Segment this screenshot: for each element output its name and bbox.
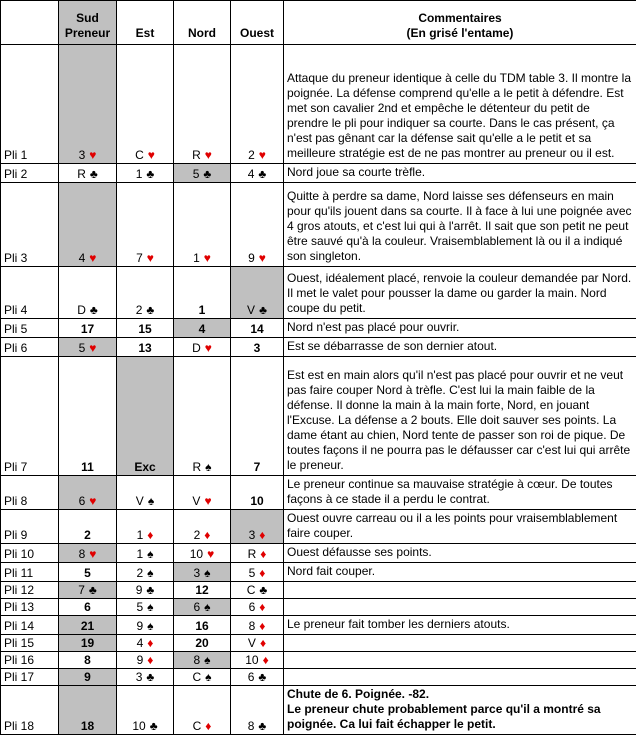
card-cell-ouest <box>231 45 284 164</box>
heart-icon: ♥ <box>207 547 214 561</box>
card-rank: 2 <box>194 528 201 542</box>
card-cell-nord <box>174 183 231 267</box>
card-cell-nord <box>174 599 231 616</box>
card-rank: C <box>247 583 256 597</box>
pli-label: Pli 3 <box>1 183 59 267</box>
diamond-icon: ♦ <box>205 719 211 733</box>
card-rank: 6 <box>248 670 255 684</box>
card-cell-est <box>117 544 174 563</box>
header-commentaires: Commentaires (En grisé l'entame) <box>284 1 636 45</box>
card-cell-est <box>117 45 174 164</box>
card-rank: 7 <box>136 251 143 265</box>
pli-label: Pli 2 <box>1 164 59 183</box>
card-rank: 8 <box>79 547 86 561</box>
table-row <box>1 652 636 669</box>
card-rank: 10 <box>190 547 203 561</box>
club-icon: ♣ <box>203 167 211 181</box>
card-rank: D <box>77 303 86 317</box>
card-cell-sud <box>59 563 117 582</box>
comment-text: Nord joue sa courte trèfle. <box>287 165 425 179</box>
pli-label: Pli 16 <box>1 652 59 669</box>
card-cell-nord <box>174 357 231 476</box>
card-cell-sud <box>59 357 117 476</box>
heart-icon: ♥ <box>89 251 96 265</box>
comment-cell <box>284 267 636 319</box>
card-cell-nord <box>174 267 231 319</box>
card-rank: 17 <box>81 322 94 336</box>
club-icon: ♣ <box>89 583 97 597</box>
table-row <box>1 338 636 357</box>
card-rank: 4 <box>79 251 86 265</box>
card-cell-nord <box>174 582 231 599</box>
table-row <box>1 45 636 164</box>
card-rank: 10 <box>132 719 145 733</box>
pli-label: Pli 9 <box>1 510 59 544</box>
card-rank: Exc <box>134 460 155 474</box>
comment-cell <box>284 582 636 599</box>
table-row <box>1 599 636 616</box>
comment-cell <box>284 616 636 635</box>
card-cell-est <box>117 563 174 582</box>
pli-label: Pli 11 <box>1 563 59 582</box>
card-cell-ouest <box>231 164 284 183</box>
card-rank: 1 <box>136 547 143 561</box>
card-cell-ouest <box>231 357 284 476</box>
card-rank: 15 <box>138 322 151 336</box>
spade-icon: ♠ <box>205 670 211 684</box>
card-rank: 1 <box>137 528 144 542</box>
comment-cell <box>284 183 636 267</box>
comment-cell <box>284 476 636 510</box>
card-cell-sud <box>59 338 117 357</box>
heart-icon: ♥ <box>205 341 212 355</box>
pli-label: Pli 8 <box>1 476 59 510</box>
pli-label: Pli 15 <box>1 635 59 652</box>
card-cell-ouest <box>231 599 284 616</box>
card-cell-nord <box>174 338 231 357</box>
card-rank: 1 <box>199 303 206 317</box>
card-cell-nord <box>174 563 231 582</box>
card-rank: 5 <box>84 566 91 580</box>
card-cell-sud <box>59 616 117 635</box>
header-row <box>1 1 636 45</box>
pli-label: Pli 12 <box>1 582 59 599</box>
club-icon: ♣ <box>259 583 267 597</box>
card-rank: R <box>248 547 257 561</box>
card-cell-sud <box>59 686 117 735</box>
card-rank: 6 <box>249 600 256 614</box>
diamond-icon: ♦ <box>259 566 265 580</box>
card-cell-est <box>117 510 174 544</box>
heart-icon: ♥ <box>147 251 154 265</box>
header-est: Est <box>117 1 174 45</box>
comment-text: Nord fait couper. <box>287 564 375 578</box>
club-icon: ♣ <box>146 583 154 597</box>
card-cell-est <box>117 357 174 476</box>
spade-icon: ♠ <box>147 619 153 633</box>
card-cell-est <box>117 183 174 267</box>
card-cell-sud <box>59 183 117 267</box>
pli-label: Pli 18 <box>1 686 59 735</box>
card-rank: 9 <box>136 583 143 597</box>
card-cell-ouest <box>231 635 284 652</box>
pli-label: Pli 17 <box>1 669 59 686</box>
heart-icon: ♥ <box>259 251 266 265</box>
card-rank: 8 <box>193 653 200 667</box>
club-icon: ♣ <box>90 167 98 181</box>
heart-icon: ♥ <box>89 341 96 355</box>
comment-cell <box>284 164 636 183</box>
card-cell-ouest <box>231 582 284 599</box>
comment-cell <box>284 652 636 669</box>
comment-text: Chute de 6. Poignée. -82. Le preneur chute probablement parce qu'il a montré sa poignée. Ca lui fait échapper le petit. <box>287 687 601 731</box>
card-cell-sud <box>59 164 117 183</box>
header-pli <box>1 1 59 45</box>
comment-cell <box>284 686 636 735</box>
card-cell-sud <box>59 510 117 544</box>
card-cell-est <box>117 319 174 338</box>
card-cell-nord <box>174 476 231 510</box>
card-rank: 11 <box>81 460 94 474</box>
table-row <box>1 510 636 544</box>
card-cell-ouest <box>231 476 284 510</box>
club-icon: ♣ <box>146 303 154 317</box>
card-cell-ouest <box>231 510 284 544</box>
card-cell-est <box>117 582 174 599</box>
card-cell-est <box>117 616 174 635</box>
pli-label: Pli 14 <box>1 616 59 635</box>
card-cell-sud <box>59 669 117 686</box>
club-icon: ♣ <box>258 719 266 733</box>
card-cell-est <box>117 164 174 183</box>
header-ouest: Ouest <box>231 1 284 45</box>
card-rank: 8 <box>248 719 255 733</box>
card-cell-nord <box>174 45 231 164</box>
card-cell-ouest <box>231 319 284 338</box>
spade-icon: ♠ <box>147 566 153 580</box>
card-rank: 3 <box>136 670 143 684</box>
club-icon: ♣ <box>146 167 154 181</box>
card-cell-ouest <box>231 563 284 582</box>
card-cell-sud <box>59 476 117 510</box>
club-icon: ♣ <box>258 670 266 684</box>
table-row <box>1 183 636 267</box>
card-cell-ouest <box>231 338 284 357</box>
club-icon: ♣ <box>258 167 266 181</box>
diamond-icon: ♦ <box>260 547 266 561</box>
spade-icon: ♠ <box>204 566 210 580</box>
heart-icon: ♥ <box>259 148 266 162</box>
comment-text: Ouest défausse ses points. <box>287 545 432 559</box>
card-rank: 14 <box>250 322 263 336</box>
card-cell-sud <box>59 544 117 563</box>
spade-icon: ♠ <box>204 600 210 614</box>
comment-text: Attaque du preneur identique à celle du TDM table 3. Il montre la poignée. La défense comprend qu'elle a le petit à défendre. Est met son cavalier 2nd et empêche le détenteur du petit de prendre le pli pour indiquer sa courte. Dans le cas présent, ça n'est pas gênant car la défense sait qu'elle a le petit et sa meilleure stratégie est de ne pas montrer au preneur ou il est. <box>287 71 631 160</box>
card-rank: 3 <box>193 566 200 580</box>
table-row <box>1 544 636 563</box>
diamond-icon: ♦ <box>204 528 210 542</box>
card-rank: 5 <box>136 600 143 614</box>
spade-icon: ♠ <box>205 460 211 474</box>
card-cell-nord <box>174 669 231 686</box>
table-row <box>1 476 636 510</box>
pli-label: Pli 6 <box>1 338 59 357</box>
card-cell-ouest <box>231 652 284 669</box>
card-rank: 5 <box>79 341 86 355</box>
card-cell-ouest <box>231 267 284 319</box>
spade-icon: ♠ <box>204 653 210 667</box>
comment-text: Nord n'est pas placé pour ouvrir. <box>287 320 459 334</box>
club-icon: ♣ <box>146 670 154 684</box>
heart-icon: ♥ <box>204 251 211 265</box>
card-cell-ouest <box>231 616 284 635</box>
card-rank: C <box>135 148 144 162</box>
card-cell-sud <box>59 599 117 616</box>
card-cell-nord <box>174 510 231 544</box>
card-rank: 1 <box>136 167 143 181</box>
table-row <box>1 563 636 582</box>
card-cell-ouest <box>231 669 284 686</box>
comment-cell <box>284 563 636 582</box>
card-rank: 9 <box>248 251 255 265</box>
card-rank: V <box>247 303 255 317</box>
card-cell-nord <box>174 164 231 183</box>
table-row <box>1 669 636 686</box>
pli-label: Pli 1 <box>1 45 59 164</box>
diamond-icon: ♦ <box>263 653 269 667</box>
table-row <box>1 616 636 635</box>
card-cell-nord <box>174 686 231 735</box>
card-cell-est <box>117 267 174 319</box>
card-rank: R <box>77 167 86 181</box>
diamond-icon: ♦ <box>147 653 153 667</box>
card-cell-ouest <box>231 183 284 267</box>
comment-text: Est est en main alors qu'il n'est pas placé pour ouvrir et ne veut pas faire couper Nord à trèfle. C'est lui la main faible de la défense. Il donne la main à la main forte, Nord, en jouant l'Excuse. La défense a 2 bouts. Elle doit sauver ses points. La dame étant au chien, Nord tente de passer son roi de pique. De toutes façons il ne pourra pas le défausser car c'est lui qui arrête le preneur. <box>287 368 630 472</box>
comment-text: Ouest ouvre carreau ou il a les points pour vraisemblablement faire couper. <box>287 511 617 540</box>
card-rank: R <box>192 460 201 474</box>
card-rank: 7 <box>78 583 85 597</box>
card-rank: 2 <box>84 528 91 542</box>
card-cell-nord <box>174 319 231 338</box>
card-cell-sud <box>59 319 117 338</box>
card-rank: 20 <box>195 636 208 650</box>
pli-label: Pli 7 <box>1 357 59 476</box>
table-row <box>1 164 636 183</box>
diamond-icon: ♦ <box>259 528 265 542</box>
card-rank: 5 <box>249 566 256 580</box>
card-rank: C <box>193 719 202 733</box>
diamond-icon: ♦ <box>260 636 266 650</box>
card-rank: 6 <box>79 494 86 508</box>
card-rank: 9 <box>84 670 91 684</box>
card-cell-est <box>117 476 174 510</box>
comment-cell <box>284 635 636 652</box>
card-rank: 3 <box>79 148 86 162</box>
card-rank: 2 <box>248 148 255 162</box>
card-cell-ouest <box>231 686 284 735</box>
card-rank: D <box>192 341 201 355</box>
heart-icon: ♥ <box>89 148 96 162</box>
diamond-icon: ♦ <box>259 619 265 633</box>
pli-label: Pli 10 <box>1 544 59 563</box>
spade-icon: ♠ <box>147 600 153 614</box>
card-cell-est <box>117 669 174 686</box>
comment-cell <box>284 510 636 544</box>
card-rank: V <box>248 636 256 650</box>
card-rank: 3 <box>249 528 256 542</box>
table-row <box>1 357 636 476</box>
card-cell-nord <box>174 635 231 652</box>
card-rank: 2 <box>136 566 143 580</box>
card-cell-sud <box>59 652 117 669</box>
card-cell-sud <box>59 582 117 599</box>
card-rank: 6 <box>193 600 200 614</box>
card-cell-ouest <box>231 544 284 563</box>
card-rank: 4 <box>137 636 144 650</box>
card-rank: 8 <box>249 619 256 633</box>
card-rank: V <box>136 494 144 508</box>
card-rank: 4 <box>199 322 206 336</box>
comment-cell <box>284 45 636 164</box>
header-nord: Nord <box>174 1 231 45</box>
card-rank: V <box>192 494 200 508</box>
club-icon: ♣ <box>150 719 158 733</box>
table-row <box>1 686 636 735</box>
card-cell-est <box>117 338 174 357</box>
card-rank: 8 <box>84 653 91 667</box>
comment-text: Ouest, idéalement placé, renvoie la couleur demandée par Nord. Il met le valet pour pousser la dame ou garder la main. Nord coupe du petit. <box>287 271 631 315</box>
card-rank: 21 <box>81 619 94 633</box>
diamond-icon: ♦ <box>147 636 153 650</box>
diamond-icon: ♦ <box>147 528 153 542</box>
card-rank: 1 <box>193 251 200 265</box>
table-row <box>1 582 636 599</box>
card-cell-sud <box>59 635 117 652</box>
heart-icon: ♥ <box>148 148 155 162</box>
card-cell-est <box>117 599 174 616</box>
card-rank: R <box>192 148 201 162</box>
heart-icon: ♥ <box>204 494 211 508</box>
club-icon: ♣ <box>259 303 267 317</box>
card-rank: C <box>192 670 201 684</box>
card-rank: 16 <box>195 619 208 633</box>
card-rank: 5 <box>193 167 200 181</box>
club-icon: ♣ <box>90 303 98 317</box>
card-rank: 6 <box>84 600 91 614</box>
card-rank: 19 <box>81 636 94 650</box>
comment-cell <box>284 338 636 357</box>
card-rank: 4 <box>248 167 255 181</box>
comment-text: Est se débarrasse de son dernier atout. <box>287 339 497 353</box>
comment-text: Le preneur continue sa mauvaise stratégie à cœur. De toutes façons à ce stade il a perdu le contrat. <box>287 477 613 506</box>
header-sud-preneur: Sud Preneur <box>59 1 117 45</box>
card-cell-nord <box>174 616 231 635</box>
comment-text: Le preneur fait tomber les derniers atouts. <box>287 617 510 631</box>
comment-text: Quitte à perdre sa dame, Nord laisse ses défenseurs en main pour qu'ils jouent dans sa courte. Il à face à lui une poignée avec 4 gros atouts, et c'est lui qui à l'arrêt. Il sait que son petit ne peut être sauvé qu'à la couleur. Vraisemblablement là ou il a indiqué son singleton. <box>287 189 632 263</box>
heart-icon: ♥ <box>205 148 212 162</box>
comment-cell <box>284 319 636 338</box>
card-rank: 12 <box>195 583 208 597</box>
card-cell-sud <box>59 267 117 319</box>
card-cell-sud <box>59 45 117 164</box>
comment-cell <box>284 544 636 563</box>
pli-label: Pli 4 <box>1 267 59 319</box>
card-rank: 10 <box>250 494 263 508</box>
heart-icon: ♥ <box>89 494 96 508</box>
comment-cell <box>284 357 636 476</box>
card-rank: 3 <box>254 341 261 355</box>
table-row <box>1 635 636 652</box>
card-cell-nord <box>174 544 231 563</box>
spade-icon: ♠ <box>148 494 154 508</box>
card-rank: 7 <box>254 460 261 474</box>
card-cell-est <box>117 635 174 652</box>
table-row <box>1 267 636 319</box>
card-rank: 13 <box>138 341 151 355</box>
card-rank: 18 <box>81 719 94 733</box>
heart-icon: ♥ <box>89 547 96 561</box>
card-cell-nord <box>174 652 231 669</box>
card-rank: 2 <box>136 303 143 317</box>
card-rank: 10 <box>245 653 258 667</box>
comment-cell <box>284 669 636 686</box>
diamond-icon: ♦ <box>259 600 265 614</box>
card-cell-est <box>117 686 174 735</box>
pli-label: Pli 13 <box>1 599 59 616</box>
table-row <box>1 319 636 338</box>
card-rank: 9 <box>137 653 144 667</box>
pli-label: Pli 5 <box>1 319 59 338</box>
card-cell-est <box>117 652 174 669</box>
spade-icon: ♠ <box>147 547 153 561</box>
card-rank: 9 <box>136 619 143 633</box>
comment-cell <box>284 599 636 616</box>
